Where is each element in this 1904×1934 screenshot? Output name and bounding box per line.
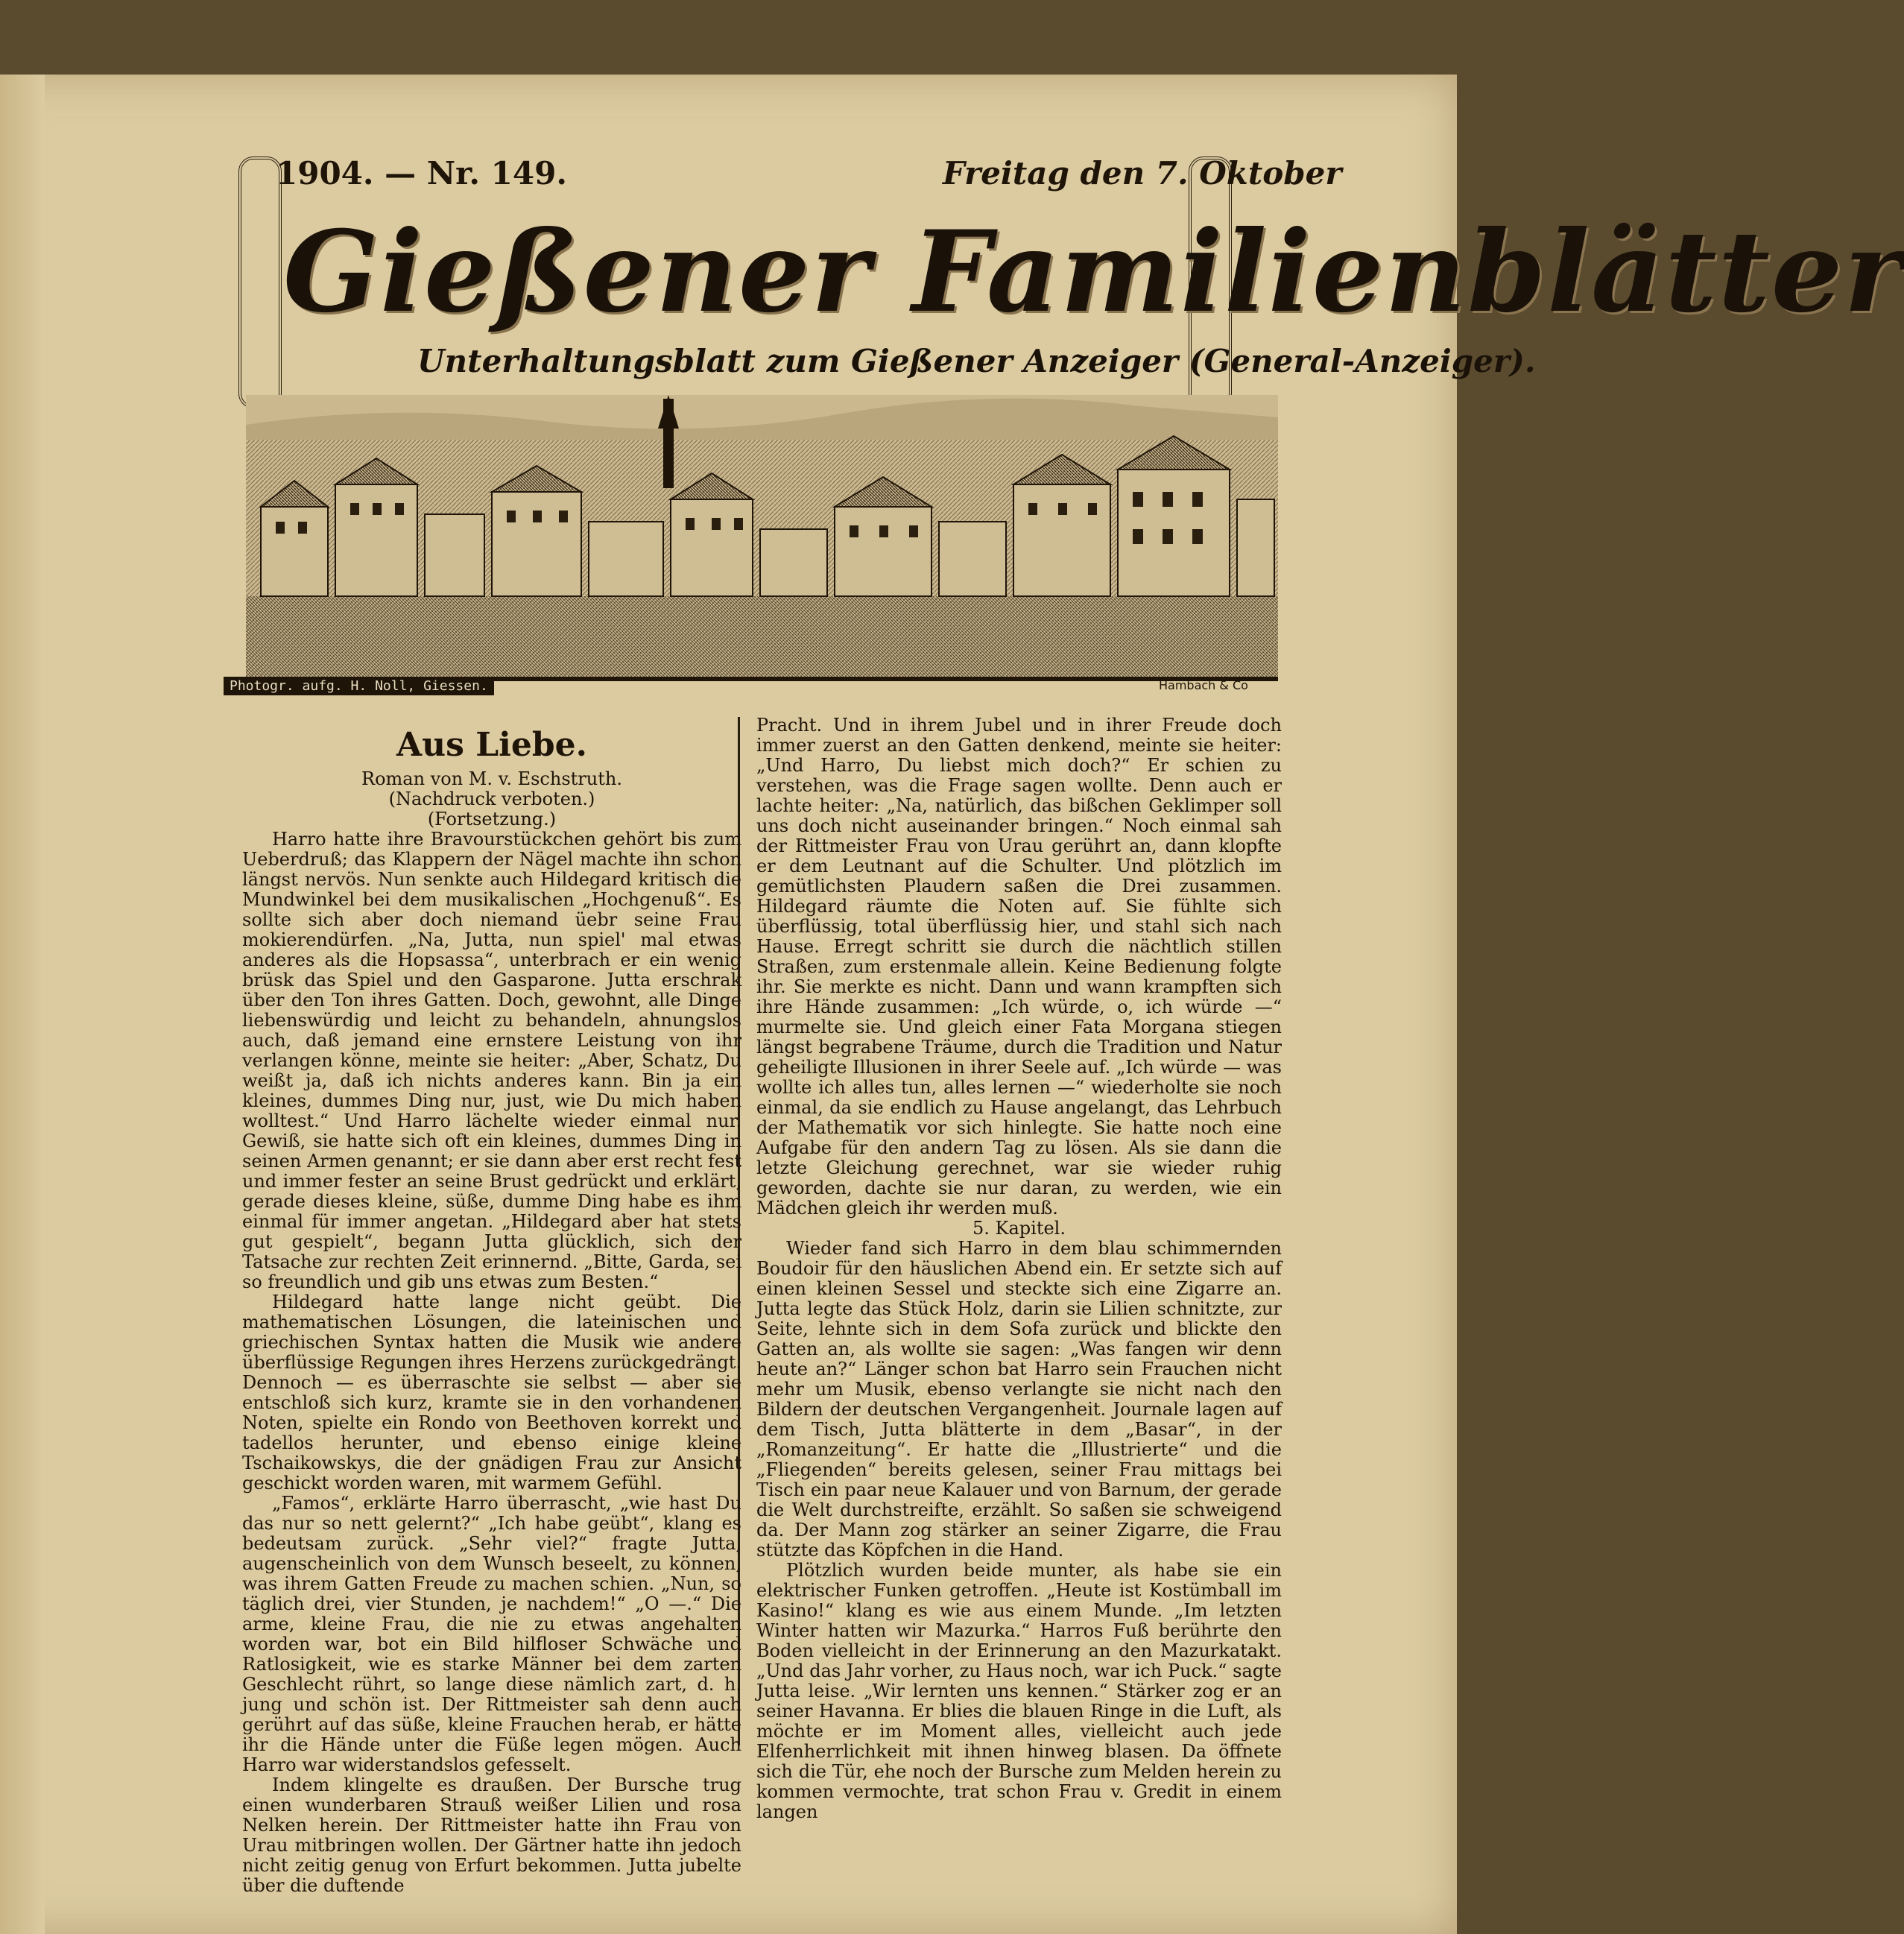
chapter-heading: 5. Kapitel. bbox=[972, 1218, 1066, 1239]
issue-date: Freitag den 7. Oktober bbox=[943, 155, 1342, 192]
masthead-title: Gießener Familienblätter bbox=[283, 206, 1904, 338]
article-headline: Aus Liebe. bbox=[396, 726, 587, 764]
article-paragraph: Indem klingelte es draußen. Der Bursche trug einen wunderbaren Strauß weißer Lilien und rosa Nelken herein. Der Rittmeister hatte ihn Frau von Urau mitbringen wollen. Der Gärtner hatte ihn jedoch nicht zeitig genug von Erfurt bekommen. Jutta jubelte über die duftende bbox=[242, 1775, 741, 1896]
masthead-subtitle: Unterhaltungsblatt zum Gießener Anzeiger (General-Anzeiger). bbox=[417, 343, 1536, 379]
article-paragraph: „Famos“, erklärte Harro überrascht, „wie hast Du das nur so nett gelernt?“ „Ich habe geübt“, klang es bedeutsam zurück. „Sehr viel?“ fragte Jutta, augenscheinlich von dem Wunsch beseelt, zu können, was ihrem Gatten Freude zu machen schien. „Nun, so täglich drei, vier Stunden, je nachdem!“ „O —.“ Die arme, kleine Frau, die nie zu etwas angehalten worden war, bot ein Bild hilfloser Schwäche und Ratlosigkeit, wie es starke Männer bei dem zarten Geschlecht rührt, so lange diese nämlich zart, d. h. jung und schön ist. Der Rittmeister sah denn auch gerührt auf das süße, kleine Frauchen herab, er hätte ihr die Hände unter die Füße legen mögen. Auch Harro war widerstandslos gefesselt. bbox=[242, 1493, 741, 1775]
continuation-note: (Fortsetzung.) bbox=[427, 809, 557, 829]
article-paragraph: Plötzlich wurden beide munter, als habe sie ein elektrischer Funken getroffen. „Heute ist Kostümball im Kasino!“ klang es wie aus einem Munde. „Im letzten Winter hatten wir Mazurka.“ Harros Fuß berührte den Boden vielleicht in der Erinnerung an den Mazurkatakt. „Und das Jahr vorher, zu Haus noch, war ich Puck.“ sagte Jutta leise. „Wir lernten uns kennen.“ Stärker zog er an seiner Havanna. Er blies die blauen Ringe in die Luft, als möchte er im Moment alles, vielleicht auch jede Elfenherrlichkeit mit ihnen hinweg blasen. Da öffnete sich die Tür, ehe noch der Bursche zum Melden herein zu kommen vermochte, trat schon Frau v. Gredit in einem langen bbox=[756, 1560, 1282, 1822]
city-skyline-illustration bbox=[246, 395, 1278, 677]
engraver-credit: Hambach & Co bbox=[1159, 678, 1248, 692]
article-paragraph: Harro hatte ihre Bravourstückchen gehört bis zum Ueberdruß; das Klappern der Nägel machte ihn schon längst nervös. Nun senkte auch Hildegard kritisch die Mundwinkel bei dem musikalischen „Hochgenuß“. Es sollte sich aber doch niemand üebr seine Frau mokierendürfen. „Na, Jutta, nun spiel' mal etwas anderes als die Hopsassa“, unterbrach er ein wenig brüsk das Spiel und den Gasparone. Jutta erschrak über den Ton ihres Gatten. Doch, gewohnt, alle Dinge liebenswürdig und leicht zu behandeln, ahnungslos auch, daß jemand eine ernstere Leistung von ihr verlangen könne, meinte sie heiter: „Aber, Schatz, Du weißt ja, daß ich nichts anderes kann. Bin ja ein kleines, dummes Ding nur, just, wie Du mich haben wolltest.“ Und Harro lächelte wieder einmal nur. Gewiß, sie hatte sich oft ein kleines, dummes Ding in seinen Armen genannt; er sie dann aber erst recht fest und immer fester an seine Brust gedrückt und erklärt, gerade dieses kleine, süße, dumme Ding habe es ihm einmal für immer angetan. „Hildegard aber hat stets gut gespielt“, begann Jutta glücklich, sich der Tatsache zur rechten Zeit erinnernd. „Bitte, Garda, sei so freundlich und gib uns etwas zum Besten.“ bbox=[242, 829, 741, 1292]
article-column-left bbox=[242, 715, 741, 1896]
page-fold bbox=[0, 75, 45, 1934]
issue-number: 1904. — Nr. 149. bbox=[276, 155, 567, 192]
ornament-left bbox=[238, 157, 282, 408]
article-column-right bbox=[756, 715, 1282, 1822]
article-byline: Roman von M. v. Eschstruth. bbox=[361, 768, 622, 789]
article-paragraph: Pracht. Und in ihrem Jubel und in ihrer Freude doch immer zuerst an den Gatten denkend, meinte sie heiter: „Und Harro, Du liebst mich doch?“ Er schien zu verstehen, was die Frage sagen wollte. Denn auch er lachte heiter: „Na, natürlich, das bißchen Geklimper soll uns doch nicht auseinander bringen.“ Noch einmal sah der Rittmeister Frau von Urau gerührt an, dann klopfte er dem Leutnant auf die Schulter. Und plötzlich im gemütlichsten Plaudern saßen die Drei zusammen. Hildegard räumte die Noten auf. Sie fühlte sich überflüssig, total überflüssig hier, und stahl sich nach Hause. Erregt schritt sie durch die nächtlich stillen Straßen, zum erstenmale allein. Keine Bedienung folgte ihr. Sie merkte es nicht. Dann und wann krampften sich ihre Hände zusammen: „Ich würde, o, ich würde —“ murmelte sie. Und gleich einer Fata Morgana stiegen längst begrabene Träume, durch die Tradition und Natur geheiligte Illusionen in ihrer Seele auf. „Ich würde — was wollte ich alles tun, alles lernen —“ wiederholte sie noch einmal, da sie endlich zu Hause angelangt, das Lehrbuch der Mathematik vor sich hinlegte. Sie hatte noch eine Aufgabe für den andern Tag zu lösen. Als sie dann die letzte Gleichung gerechnet, war sie wieder ruhig geworden, dachte sie nur daran, zu werden, wie ein Mädchen gleich ihr werden muß. bbox=[756, 715, 1282, 1219]
article-paragraph: Hildegard hatte lange nicht geübt. Die mathematischen Lösungen, die lateinischen und griechischen Syntax hatten die Musik wie andere überflüssige Regungen ihres Herzens zurückgedrängt. Dennoch — es überraschte sie selbst — aber sie entschloß sich kurz, kramte sie in den vorhandenen Noten, spielte ein Rondo von Beethoven korrekt und tadellos herunter, und ebenso einige kleine Tschaikowskys, die der gnädigen Frau zur Ansicht geschickt worden waren, mit warmem Gefühl. bbox=[242, 1292, 741, 1494]
photo-credit: Photogr. aufg. H. Noll, Giessen. bbox=[224, 677, 494, 695]
city-engraving bbox=[246, 395, 1278, 681]
reprint-note: (Nachdruck verboten.) bbox=[388, 789, 595, 809]
article-paragraph: Wieder fand sich Harro in dem blau schimmernden Boudoir für den häuslichen Abend ein. Er setzte sich auf einen kleinen Sessel und steckte sich eine Zigarre an. Jutta legte das Stück Holz, darin sie Lilien schnitzte, zur Seite, lehnte sich in dem Sofa zurück und blickte den Gatten an, als wollte sie sagen: „Was fangen wir denn heute an?“ Länger schon bat Harro sein Frauchen nicht mehr um Musik, ebenso verlangte sie nicht nach den Bildern der deutschen Vergangenheit. Journale lagen auf dem Tisch, Jutta blätterte in dem „Basar“, in der „Romanzeitung“. Er hatte die „Illustrierte“ und die „Fliegenden“ bereits gelesen, seiner Frau mittags bei Tisch ein paar neue Kalauer und von Barnum, der gerade die Welt durchstreifte, erzählt. So saßen sie schweigend da. Der Mann zog stärker an seiner Zigarre, die Frau stützte das Köpfchen in die Hand. bbox=[756, 1238, 1282, 1561]
